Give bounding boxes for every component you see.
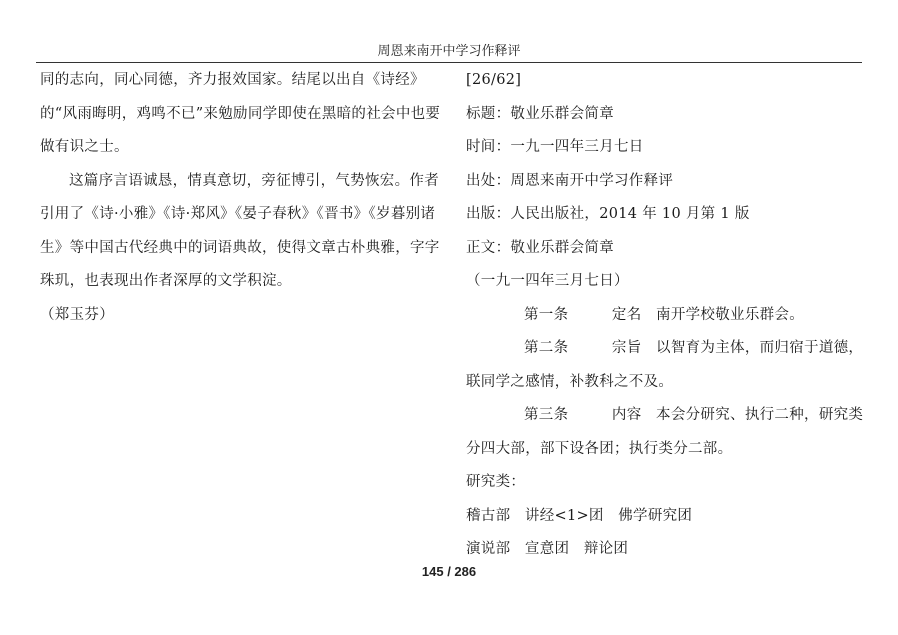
entry-index: [26/62] <box>466 72 522 88</box>
article-1 <box>466 299 864 333</box>
document-date: （一九一四年三月七日） <box>466 273 629 289</box>
right-column <box>466 64 864 567</box>
left-column <box>40 64 442 332</box>
article-1-title: 定名 <box>611 306 642 323</box>
article-3-number: 第三条 <box>524 407 569 423</box>
running-header-title: 周恩来南开中学习作释评 <box>377 44 521 59</box>
article-3 <box>466 399 864 466</box>
department-row <box>466 533 864 567</box>
department-group: 宣意团 <box>524 541 570 557</box>
article-3-text: 本会分研究、执行二种，研究类分四大部，部下设各团；执行类分二部。 <box>466 407 864 457</box>
article-2-title: 宗旨 <box>611 340 642 356</box>
department-group: 佛学研究团 <box>618 507 693 524</box>
article-2 <box>466 332 864 399</box>
research-category-label: 研究类： <box>466 474 526 490</box>
meta-body-title: 正文：敬业乐群会简章 <box>466 239 614 256</box>
header-divider <box>36 62 862 63</box>
meta-source: 出处：周恩来南开中学习作释评 <box>466 172 674 189</box>
article-2-text: 以智育为主体，而归宿于道德，联同学之感情，补教科之不及。 <box>466 340 864 390</box>
left-paragraph-2: 这篇序言语诚恳，情真意切，旁征博引，气势恢宏。作者引用了《诗·小雅》《诗·郑风》《晏子春秋》《晋书》《岁暮别诸生》等中国古代经典中的词语典故，使得文章古朴典雅，字字珠玑，也表现出作者深厚的文学积淀。 <box>40 172 440 289</box>
meta-title: 标题：敬业乐群会简章 <box>466 105 614 122</box>
meta-publisher: 出版：人民出版社，2014 年 10 月第 1 版 <box>466 206 750 222</box>
article-1-number: 第一条 <box>524 306 569 323</box>
department-row <box>466 500 864 534</box>
author-signature: （郑玉芬） <box>40 306 114 323</box>
page-number: 145 / 286 <box>421 564 477 579</box>
department-group: 辩论团 <box>583 541 629 557</box>
article-3-title: 内容 <box>611 407 642 423</box>
article-1-text: 南开学校敬业乐群会。 <box>656 306 805 323</box>
meta-date: 时间：一九一四年三月七日 <box>466 139 644 155</box>
department-group: 讲经<1>团 <box>524 507 604 524</box>
article-2-number: 第二条 <box>524 340 569 356</box>
left-paragraph-1: 同的志向，同心同德，齐力报效国家。结尾以出自《诗经》的“风雨晦明，鸡鸣不已”来勉励同学即使在黑暗的社会中也要做有识之士。 <box>40 72 441 155</box>
department-name: 演说部 <box>466 541 511 557</box>
department-name: 稽古部 <box>466 507 511 524</box>
